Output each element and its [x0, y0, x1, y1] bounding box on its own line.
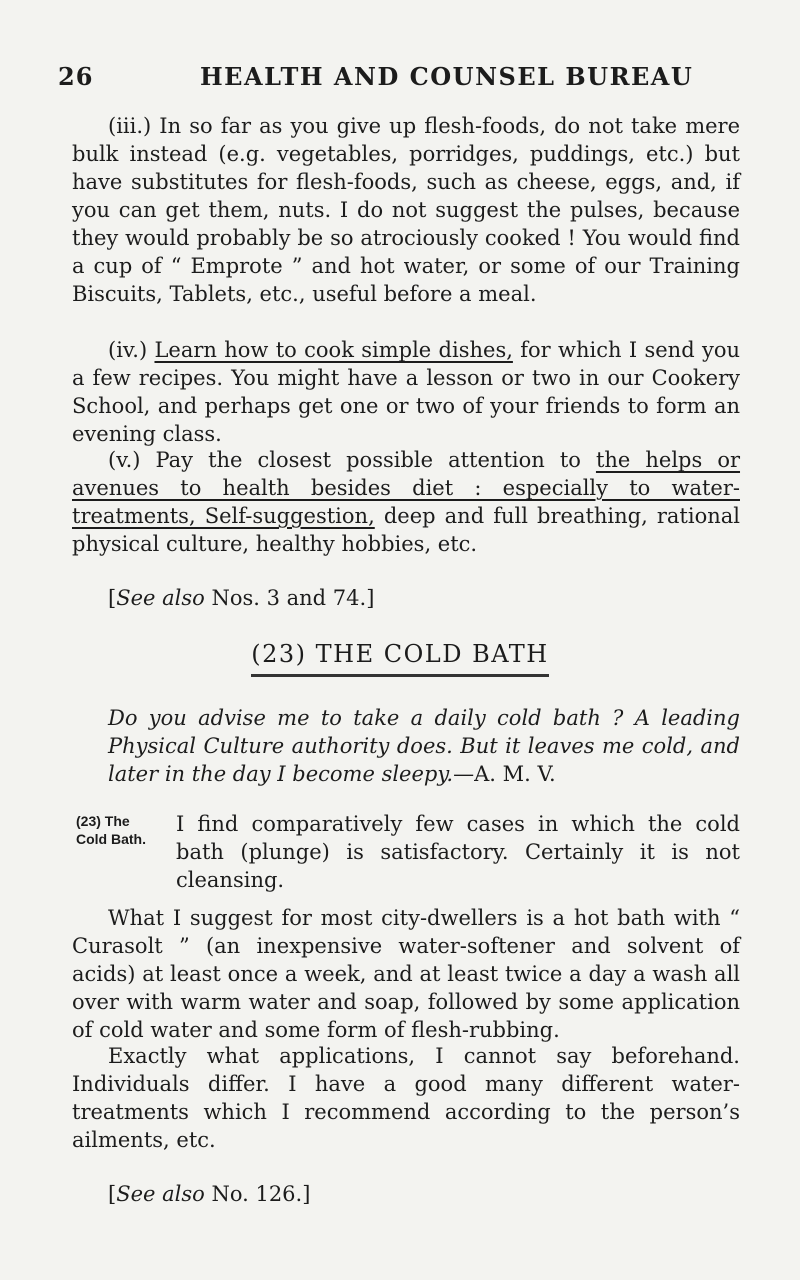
see-also-2-label: See also: [116, 1182, 205, 1206]
see-also-reference-1: [See also Nos. 3 and 74.]: [108, 586, 375, 610]
paragraph-v: [72, 446, 740, 558]
answer-paragraph-3: Exactly what applications, I cannot say beforehand. Individuals differ. I have a good many different water-treatments which I recommend according to the person’s ailments, etc.: [72, 1044, 740, 1152]
paragraph-iv-underlined: Learn how to cook simple dishes,: [154, 338, 513, 362]
answer-paragraph-1: I find comparatively few cases in which the cold bath (plunge) is satisfactory. Certainly it is not cleansing.: [176, 812, 740, 892]
paragraph-iii: (iii.) In so far as you give up flesh-foods, do not take mere bulk instead (e.g. vegetables, porridges, puddings, etc.) but have substitutes for flesh-foods, such as cheese, eggs, and, if you can get them, nuts. I do not suggest the pulses, because they would probably be so atrociously cooked ! You would find a cup of “ Emprote ” and hot water, or some of our Training Biscuits, Tablets, etc., useful before a meal.: [72, 114, 740, 306]
page-number: 26: [58, 62, 94, 91]
margin-note: [76, 812, 156, 848]
margin-note-line-2: Cold Bath.: [76, 831, 146, 847]
paragraph-v-underlined: the helps or avenues to health besides diet : especially to water-treatments, Self-suggestion,: [72, 448, 741, 528]
paragraph-iv-prefix: (iv.): [108, 338, 155, 362]
see-also-1-label: See also: [116, 586, 205, 610]
paragraph-v-prefix: (v.) Pay the closest possible attention to: [108, 448, 596, 472]
paragraph-iv: [72, 336, 740, 448]
section-heading-text: (23) THE COLD BATH: [251, 640, 548, 677]
running-head: HEALTH AND COUNSEL BUREAU: [200, 62, 694, 91]
paragraph-iv-rest: for which I send you a few recipes. You might have a lesson or two in our Cookery School, and perhaps get one or two of your friends to form an evening class.: [72, 338, 740, 446]
paragraph-v-rest: deep and full breathing, rational physical culture, healthy hobbies, etc.: [72, 504, 740, 556]
question-signature: —A. M. V.: [453, 762, 556, 786]
reader-question: [108, 704, 740, 788]
margin-note-line-1: (23) The: [76, 813, 130, 829]
see-also-reference-2: [See also No. 126.]: [108, 1182, 311, 1206]
answer-paragraph-2: What I suggest for most city-dwellers is a hot bath with “ Curasolt ” (an inexpensive water-softener and solvent of acids) at least once a week, and at least twice a day a wash all over with warm water and soap, followed by some application of cold water and some form of flesh-rubbing.: [72, 906, 740, 1042]
see-also-1-rest: Nos. 3 and 74.]: [204, 586, 375, 610]
section-heading: [0, 640, 800, 677]
question-text: Do you advise me to take a daily cold bath ? A leading Physical Culture authority does. But it leaves me cold, and later in the day I become sleepy.: [108, 706, 740, 786]
see-also-2-rest: No. 126.]: [204, 1182, 311, 1206]
page-header: [58, 62, 740, 96]
